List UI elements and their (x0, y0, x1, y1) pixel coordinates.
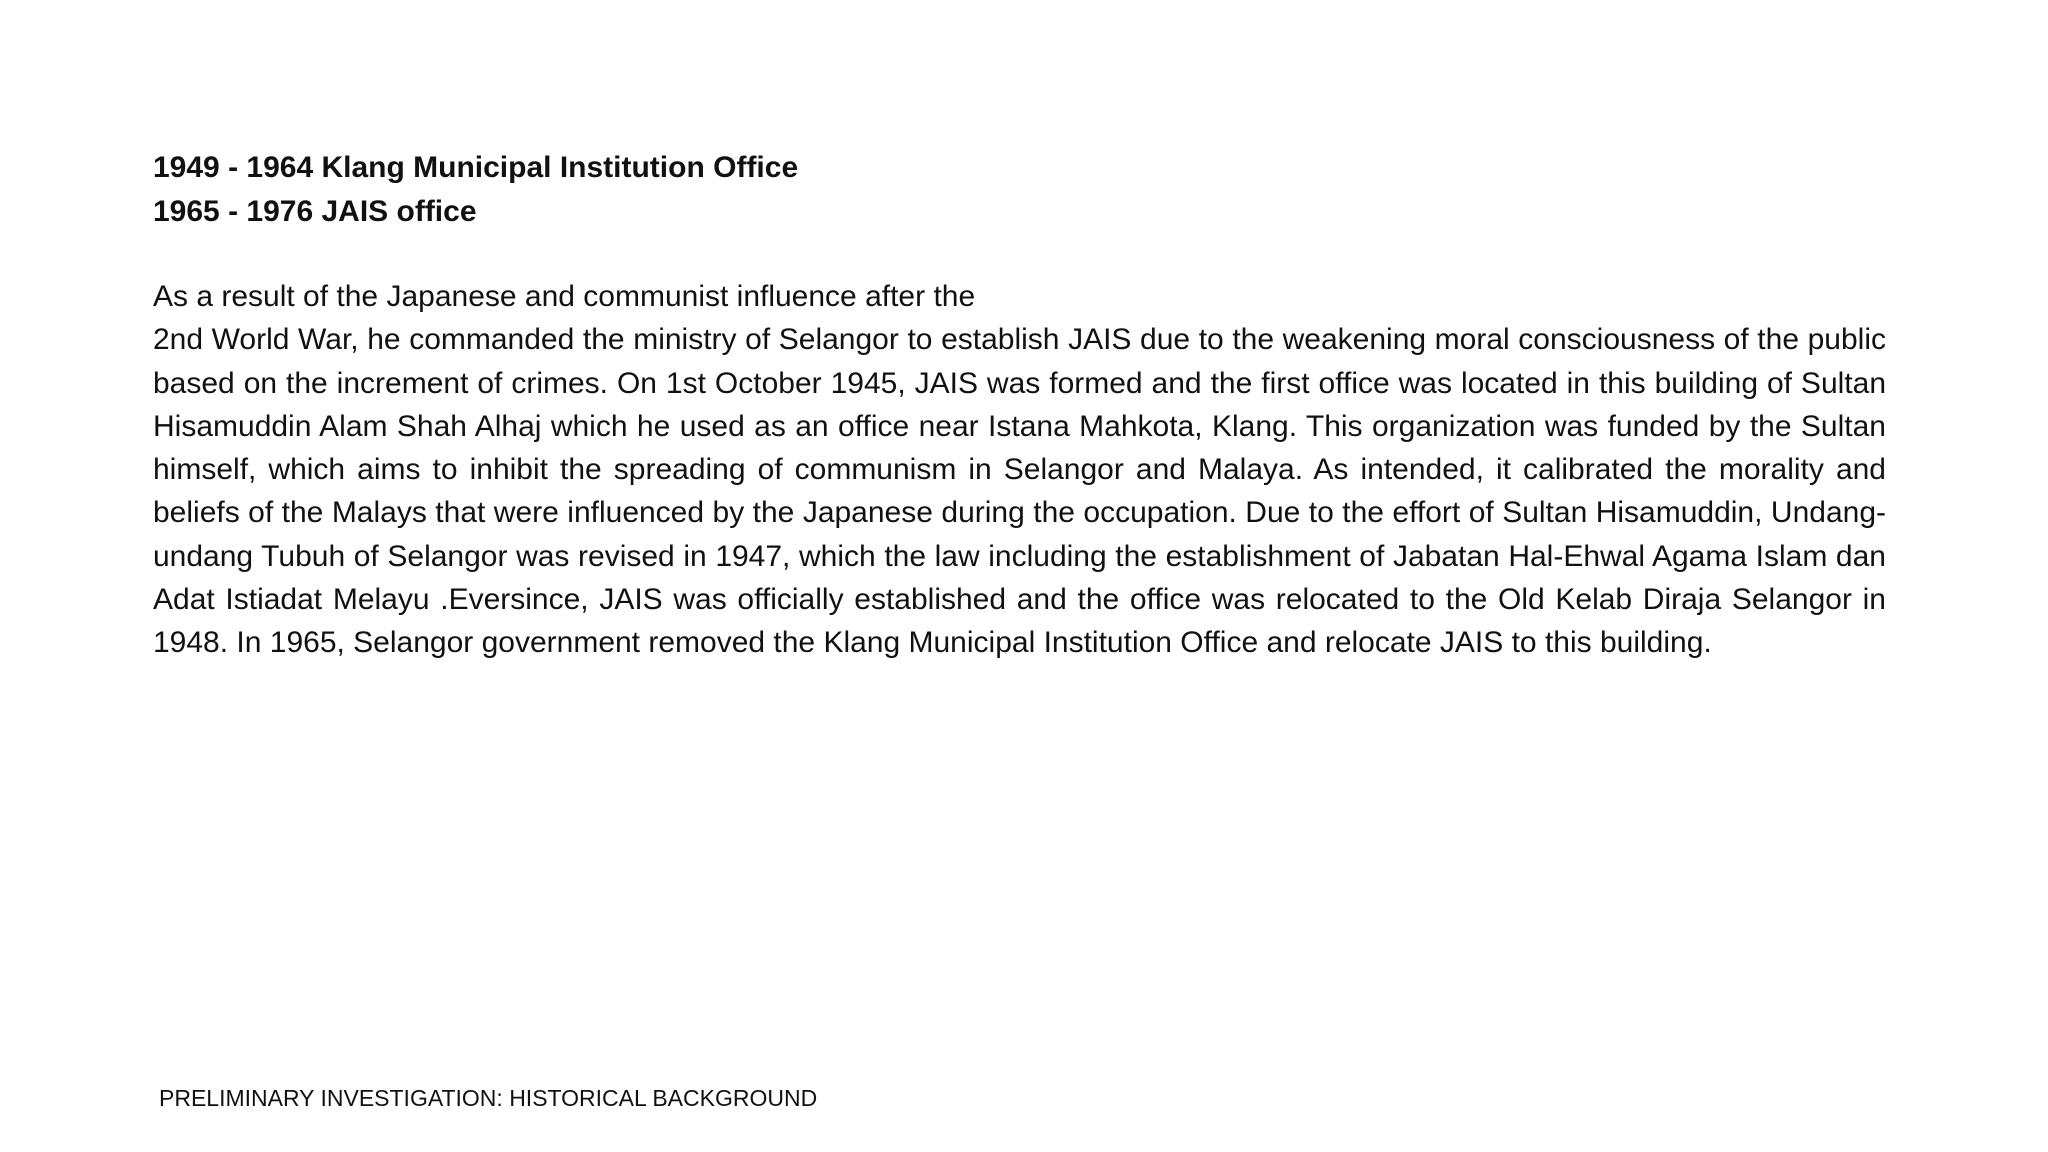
body-text (153, 275, 1886, 665)
history-paragraph: 2nd World War, he commanded the ministry of Selangor to establish JAIS due to the weakening moral consciousness of the public based on the increment of crimes. On 1st October 1945, JAIS was formed and the first office was located in this building of Sultan Hisamuddin Alam Shah Alhaj which he used as an office near Istana Mahkota, Klang. This organization was funded by the Sultan himself, which aims to inhibit the spreading of communism in Selangor and Malaya. As intended, it calibrated the morality and beliefs of the Malays that were influenced by the Japanese during the occupation. Due to the effort of Sultan Hisamuddin, Undang-undang Tubuh of Selangor was revised in 1947, which the law including the establishment of Jabatan Hal-Ehwal Agama Islam dan Adat Istiadat Melayu .Eversince, JAIS was officially established and the office was relocated to the Old Kelab Diraja Selangor in 1948. In 1965, Selangor government removed the Klang Municipal Institution Office and relocate JAIS to this building. (153, 323, 1886, 660)
heading-block (153, 146, 1253, 234)
heading-period-1965-1976: 1965 - 1976 JAIS office (153, 195, 477, 228)
footer-section-label: PRELIMINARY INVESTIGATION: HISTORICAL BACKGROUND (159, 1085, 818, 1111)
intro-line: As a result of the Japanese and communist influence after the (153, 280, 976, 313)
heading-period-1949-1964: 1949 - 1964 Klang Municipal Institution Office (153, 151, 799, 184)
